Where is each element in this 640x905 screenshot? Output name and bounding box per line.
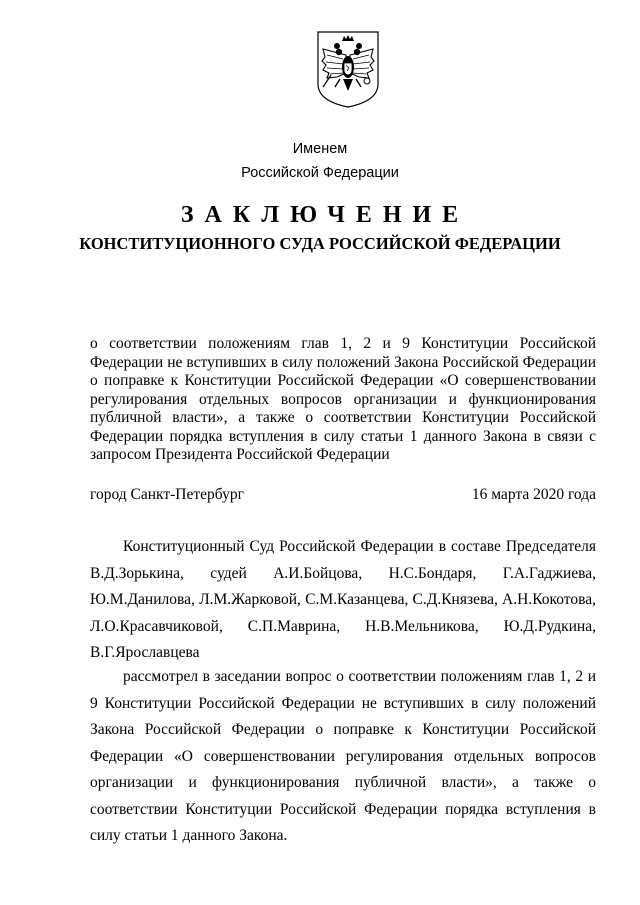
place-city: город Санкт-Петербург: [90, 486, 244, 503]
court-name: КОНСТИТУЦИОННОГО СУДА РОССИЙСКОЙ ФЕДЕРАЦИИ: [79, 234, 561, 253]
decision-paragraph: рассмотрел в заседании вопрос о соответствии положениям глав 1, 2 и 9 Конституции Российской Федерации не вступивших в силу положений Закона Российской Федерации о поправке к Конституции Российской Федерации «О совершенствовании регулирования отдельных вопросов организации и функционирования публичной власти», а также о соответствии Конституции Российской Федерации порядка вступления в силу статьи 1 данного Закона.: [90, 668, 596, 844]
document-date: 16 марта 2020 года: [471, 486, 596, 503]
subject-paragraph: о соответствии положениям глав 1, 2 и 9 Конституции Российской Федерации не вступивших в силу положений Закона Российской Федерации о поправке к Конституции Российской Федерации «О совершенствовании регулирования отдельных вопросов организации и функционирования публичной власти», а также о соответствии Конституции Российской Федерации порядка вступления в силу статьи 1 данного Закона в связи с запросом Президента Российской Федерации: [90, 335, 596, 463]
preamble-federation: Российской Федерации: [241, 165, 399, 181]
document-title: ЗАКЛЮЧЕНИЕ: [180, 202, 470, 228]
russian-coat-of-arms-icon: [313, 29, 383, 109]
preamble-by-name: Именем: [292, 141, 348, 157]
court-composition-paragraph: Конституционный Суд Российской Федерации в составе Председателя В.Д.Зорькина, судей А.И.Бойцова, Н.С.Бондаря, Г.А.Гаджиева, Ю.М.Данилова, Л.М.Жарковой, С.М.Казанцева, С.Д.Князева, А.Н.Кокотова, Л.О.Красавчиковой, С.П.Маврина, Н.В.Мельникова, Ю.Д.Рудкина, В.Г.Ярославцева: [90, 538, 596, 661]
